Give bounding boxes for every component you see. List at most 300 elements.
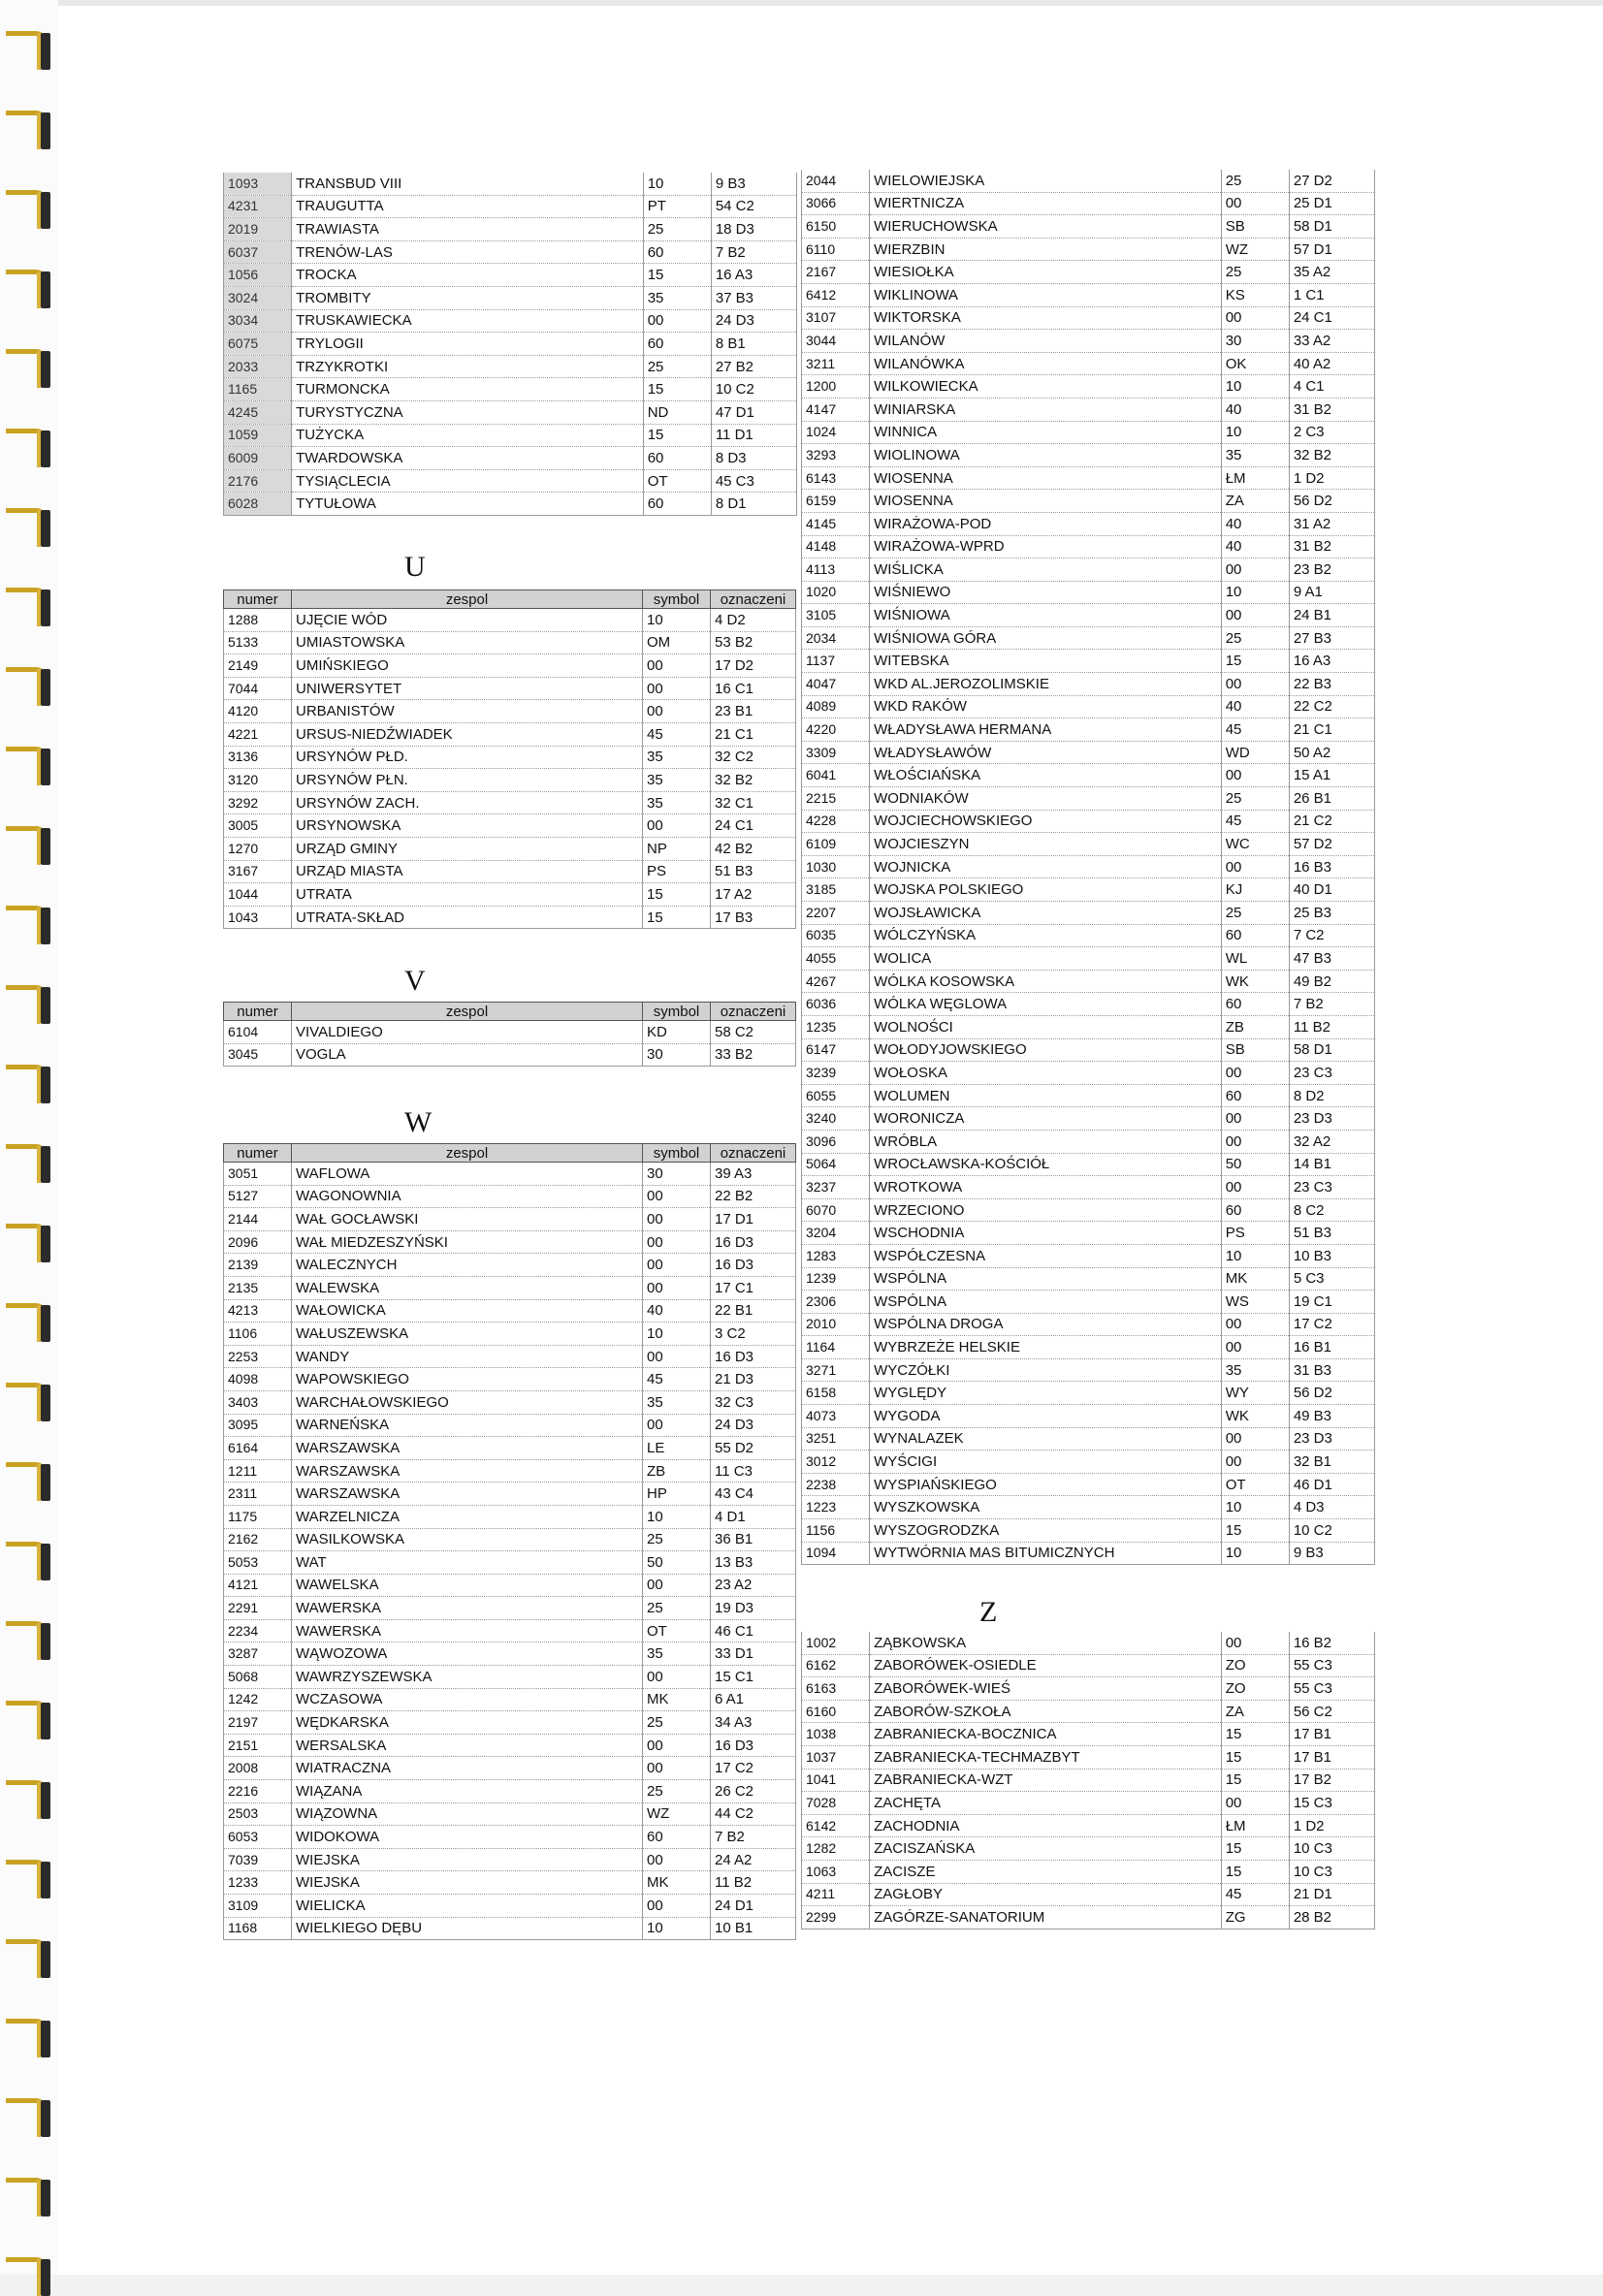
table-row	[224, 286, 797, 309]
symbol-cell: 45	[1221, 810, 1289, 833]
section-letter-w: W	[404, 1106, 433, 1138]
oznaczenie-cell: 23 B1	[711, 700, 796, 723]
table-row	[224, 1254, 796, 1277]
table-row	[224, 1802, 796, 1826]
numer-cell: 1164	[802, 1336, 870, 1359]
oznaczenie-cell: 28 B2	[1289, 1906, 1374, 1929]
numer-cell: 2135	[224, 1276, 292, 1299]
symbol-cell: 30	[643, 1043, 711, 1067]
zespol-cell: WOJCIESZYN	[870, 833, 1222, 856]
zespol-cell: WAŁOWICKA	[292, 1299, 643, 1323]
zespol-cell: ZACISZAŃSKA	[870, 1837, 1222, 1861]
zespol-cell: TURMONCKA	[292, 378, 644, 401]
symbol-cell: 10	[643, 1917, 711, 1940]
binding-ring	[6, 584, 50, 626]
binding-ring	[6, 822, 50, 865]
numer-cell: 5064	[802, 1153, 870, 1176]
symbol-cell: OK	[1221, 352, 1289, 375]
binding-ring	[6, 1935, 50, 1978]
zespol-cell: WOJNICKA	[870, 855, 1222, 878]
numer-cell: 2149	[224, 654, 292, 678]
numer-cell: 1063	[802, 1860, 870, 1883]
symbol-cell: WS	[1221, 1291, 1289, 1314]
oznaczenie-cell: 15 A1	[1289, 764, 1374, 787]
table-row	[802, 444, 1375, 467]
symbol-cell: 00	[643, 677, 711, 700]
symbol-cell: LE	[643, 1437, 711, 1460]
oznaczenie-cell: 46 C1	[711, 1619, 796, 1642]
zespol-cell: URZĄD GMINY	[292, 837, 643, 860]
zespol-cell: WIŚNIOWA	[870, 604, 1222, 627]
numer-cell: 1283	[802, 1244, 870, 1267]
table-row	[802, 1769, 1375, 1792]
numer-cell: 1165	[224, 378, 292, 401]
symbol-cell: 10	[1221, 1244, 1289, 1267]
oznaczenie-cell: 22 B1	[711, 1299, 796, 1323]
oznaczenie-cell: 32 C3	[711, 1390, 796, 1414]
zespol-cell: WÓLCZYŃSKA	[870, 924, 1222, 947]
symbol-cell: KD	[643, 1021, 711, 1044]
numer-cell: 1056	[224, 264, 292, 287]
symbol-cell: 25	[643, 218, 711, 241]
oznaczenie-cell: 58 D1	[1289, 215, 1374, 239]
table-row	[802, 1883, 1375, 1906]
oznaczenie-cell: 42 B2	[711, 837, 796, 860]
numer-cell: 1211	[224, 1459, 292, 1483]
symbol-cell: 60	[1221, 993, 1289, 1016]
zespol-cell: WILKOWIECKA	[870, 375, 1222, 399]
numer-cell: 3045	[224, 1043, 292, 1067]
zespol-cell: WAŁ MIEDZESZYŃSKI	[292, 1230, 643, 1254]
symbol-cell: 00	[643, 1230, 711, 1254]
symbol-cell: 00	[643, 1276, 711, 1299]
table-row	[224, 791, 796, 814]
zespol-cell: WYSZOGRODZKA	[870, 1519, 1222, 1543]
symbol-cell: ZO	[1221, 1654, 1289, 1677]
oznaczenie-cell: 31 B2	[1289, 398, 1374, 421]
zespol-cell: TUŻYCKA	[292, 424, 644, 447]
zespol-cell: WOJCIECHOWSKIEGO	[870, 810, 1222, 833]
table-row	[802, 398, 1375, 421]
numer-cell: 3251	[802, 1427, 870, 1451]
oznaczenie-cell: 21 D1	[1289, 1883, 1374, 1906]
oznaczenie-cell: 24 D3	[711, 309, 796, 333]
numer-cell: 2162	[224, 1528, 292, 1551]
oznaczenie-cell: 32 C1	[711, 791, 796, 814]
binding-ring	[6, 981, 50, 1024]
zespol-cell: WAWERSKA	[292, 1597, 643, 1620]
numer-cell: 4245	[224, 400, 292, 424]
table-row	[802, 170, 1375, 192]
table-row	[224, 883, 796, 907]
numer-cell: 3120	[224, 769, 292, 792]
numer-cell: 7039	[224, 1848, 292, 1871]
table-row	[224, 400, 797, 424]
oznaczenie-cell: 27 B2	[711, 355, 796, 378]
symbol-cell: 30	[1221, 330, 1289, 353]
symbol-cell: KJ	[1221, 878, 1289, 902]
symbol-cell: 60	[643, 333, 711, 356]
zespol-cell: WIŚNIOWA GÓRA	[870, 626, 1222, 650]
zespol-cell: ZABORÓWEK-OSIEDLE	[870, 1654, 1222, 1677]
table-row	[224, 631, 796, 654]
zespol-cell: WIŚLICKA	[870, 558, 1222, 582]
zespol-cell: WYŚCIGI	[870, 1451, 1222, 1474]
table-row	[224, 1437, 796, 1460]
table-row	[802, 1084, 1375, 1107]
symbol-cell: PT	[643, 195, 711, 218]
oznaczenie-cell: 16 A3	[711, 264, 796, 287]
oznaczenie-cell: 17 B1	[1289, 1723, 1374, 1746]
zespol-cell: WIRAŻOWA-POD	[870, 512, 1222, 535]
zespol-cell: WIŚNIEWO	[870, 581, 1222, 604]
zespol-cell: WITEBSKA	[870, 650, 1222, 673]
numer-cell: 6158	[802, 1382, 870, 1405]
table-row	[802, 490, 1375, 513]
oznaczenie-cell: 32 C2	[711, 746, 796, 769]
table-row	[224, 173, 797, 195]
table-row	[224, 218, 797, 241]
table-row	[802, 833, 1375, 856]
numer-cell: 4055	[802, 947, 870, 971]
symbol-cell: ZA	[1221, 490, 1289, 513]
oznaczenie-cell: 47 D1	[711, 400, 796, 424]
table-row	[802, 741, 1375, 764]
table-row	[224, 264, 797, 287]
table-row	[224, 654, 796, 678]
oznaczenie-cell: 7 B2	[711, 240, 796, 264]
numer-cell: 6037	[224, 240, 292, 264]
numer-cell: 2234	[224, 1619, 292, 1642]
table-row	[802, 1451, 1375, 1474]
numer-cell: 4089	[802, 695, 870, 718]
symbol-cell: ZG	[1221, 1906, 1289, 1929]
symbol-cell: WL	[1221, 947, 1289, 971]
symbol-cell: 00	[643, 654, 711, 678]
zespol-cell: WARNEŃSKA	[292, 1414, 643, 1437]
symbol-cell: 60	[1221, 1084, 1289, 1107]
zespol-cell: WOJSŁAWICKA	[870, 902, 1222, 925]
zespol-cell: WSPÓLNA	[870, 1267, 1222, 1291]
zespol-cell: WIERTNICZA	[870, 192, 1222, 215]
section-letter-v: V	[404, 965, 426, 997]
numer-cell: 6147	[802, 1038, 870, 1062]
column-header-zespol: zespol	[292, 590, 643, 609]
numer-cell: 1043	[224, 906, 292, 929]
binding-ring	[6, 186, 50, 229]
oznaczenie-cell: 10 B3	[1289, 1244, 1374, 1267]
table-row	[224, 378, 797, 401]
oznaczenie-cell: 13 B3	[711, 1551, 796, 1575]
table-row	[802, 1723, 1375, 1746]
symbol-cell: SB	[1221, 1038, 1289, 1062]
zespol-cell: WOŁOSKA	[870, 1062, 1222, 1085]
table-row	[224, 769, 796, 792]
table-letter-u	[223, 590, 796, 929]
oznaczenie-cell: 4 D2	[711, 609, 796, 632]
table-row	[224, 447, 797, 470]
table-header-row	[224, 1144, 796, 1163]
zespol-cell: WYCZÓŁKI	[870, 1358, 1222, 1382]
oznaczenie-cell: 31 B3	[1289, 1358, 1374, 1382]
oznaczenie-cell: 33 A2	[1289, 330, 1374, 353]
symbol-cell: 00	[643, 1574, 711, 1597]
oznaczenie-cell: 1 C1	[1289, 283, 1374, 306]
numer-cell: 2151	[224, 1734, 292, 1757]
table-row	[224, 1734, 796, 1757]
table-row	[224, 677, 796, 700]
oznaczenie-cell: 34 A3	[711, 1711, 796, 1735]
symbol-cell: 00	[643, 1208, 711, 1231]
symbol-cell: 35	[1221, 444, 1289, 467]
section-letter-z: Z	[979, 1596, 998, 1628]
numer-cell: 2044	[802, 170, 870, 192]
numer-cell: 1288	[224, 609, 292, 632]
numer-cell: 2167	[802, 261, 870, 284]
oznaczenie-cell: 10 C3	[1289, 1860, 1374, 1883]
numer-cell: 2008	[224, 1757, 292, 1780]
numer-cell: 3024	[224, 286, 292, 309]
table-row	[224, 493, 797, 516]
table-row	[802, 810, 1375, 833]
symbol-cell: 40	[1221, 695, 1289, 718]
symbol-cell: 25	[643, 1711, 711, 1735]
zespol-cell: WÓLKA KOSOWSKA	[870, 970, 1222, 993]
numer-cell: 6110	[802, 238, 870, 261]
table-row	[802, 1654, 1375, 1677]
table-row	[802, 1700, 1375, 1723]
oznaczenie-cell: 47 B3	[1289, 947, 1374, 971]
zespol-cell: ZĄBKOWSKA	[870, 1632, 1222, 1654]
symbol-cell: 00	[643, 700, 711, 723]
table-row	[224, 1528, 796, 1551]
oznaczenie-cell: 23 D3	[1289, 1427, 1374, 1451]
numer-cell: 4145	[802, 512, 870, 535]
table-row	[224, 1483, 796, 1506]
numer-cell: 2033	[224, 355, 292, 378]
table-row	[224, 333, 797, 356]
zespol-cell: UTRATA-SKŁAD	[292, 906, 643, 929]
symbol-cell: 15	[643, 264, 711, 287]
column-header-oznaczenie: oznaczeni	[711, 590, 796, 609]
oznaczenie-cell: 8 B1	[711, 333, 796, 356]
numer-cell: 1239	[802, 1267, 870, 1291]
table-row	[802, 718, 1375, 742]
table-row	[802, 512, 1375, 535]
oznaczenie-cell: 8 C2	[1289, 1198, 1374, 1222]
zespol-cell: WIDOKOWA	[292, 1826, 643, 1849]
column-header-symbol: symbol	[643, 1144, 711, 1163]
oznaczenie-cell: 19 C1	[1289, 1291, 1374, 1314]
table-letter-w-right	[801, 170, 1375, 1565]
numer-cell: 6035	[802, 924, 870, 947]
symbol-cell: 00	[1221, 1062, 1289, 1085]
oznaczenie-cell: 16 B1	[1289, 1336, 1374, 1359]
zespol-cell: ZABORÓWEK-WIEŚ	[870, 1677, 1222, 1701]
symbol-cell: 15	[1221, 650, 1289, 673]
table-row	[802, 1745, 1375, 1769]
table-row	[802, 261, 1375, 284]
table-row	[224, 1871, 796, 1895]
table-row	[802, 1244, 1375, 1267]
table-row	[802, 1814, 1375, 1837]
numer-cell: 4148	[802, 535, 870, 558]
table-row	[802, 1062, 1375, 1085]
symbol-cell: MK	[643, 1688, 711, 1711]
table-row	[802, 1313, 1375, 1336]
oznaczenie-cell: 50 A2	[1289, 741, 1374, 764]
zespol-cell: UTRATA	[292, 883, 643, 907]
table-row	[224, 1505, 796, 1528]
symbol-cell: 25	[1221, 261, 1289, 284]
numer-cell: 1200	[802, 375, 870, 399]
zespol-cell: WIELKIEGO DĘBU	[292, 1917, 643, 1940]
symbol-cell: WZ	[1221, 238, 1289, 261]
zespol-cell: WIEJSKA	[292, 1848, 643, 1871]
zespol-cell: UMIŃSKIEGO	[292, 654, 643, 678]
symbol-cell: 00	[643, 1734, 711, 1757]
zespol-cell: WORONICZA	[870, 1107, 1222, 1131]
zespol-cell: UJĘCIE WÓD	[292, 609, 643, 632]
symbol-cell: 00	[643, 1185, 711, 1208]
table-row	[802, 1291, 1375, 1314]
symbol-cell: 15	[1221, 1860, 1289, 1883]
table-row	[224, 1043, 796, 1067]
zespol-cell: ZABORÓW-SZKOŁA	[870, 1700, 1222, 1723]
zespol-cell: WOŁODYJOWSKIEGO	[870, 1038, 1222, 1062]
symbol-cell: 50	[1221, 1153, 1289, 1176]
page-top-edge	[39, 0, 1603, 6]
table-row	[224, 1208, 796, 1231]
zespol-cell: WIOSENNA	[870, 466, 1222, 490]
table-row	[802, 1792, 1375, 1815]
zespol-cell: WSPÓŁCZESNA	[870, 1244, 1222, 1267]
symbol-cell: 10	[1221, 581, 1289, 604]
zespol-cell: WOLUMEN	[870, 1084, 1222, 1107]
symbol-cell: 10	[1221, 375, 1289, 399]
symbol-cell: 40	[643, 1299, 711, 1323]
oznaczenie-cell: 16 B3	[1289, 855, 1374, 878]
numer-cell: 2311	[224, 1483, 292, 1506]
table-row	[224, 1021, 796, 1044]
table-row	[802, 1336, 1375, 1359]
numer-cell: 6164	[224, 1437, 292, 1460]
binding-ring	[6, 743, 50, 785]
table-row	[224, 1642, 796, 1666]
table-row	[224, 1597, 796, 1620]
oznaczenie-cell: 25 D1	[1289, 192, 1374, 215]
table-row	[802, 650, 1375, 673]
binding-ring	[6, 1379, 50, 1421]
numer-cell: 5068	[224, 1666, 292, 1689]
numer-cell: 2139	[224, 1254, 292, 1277]
table-row	[224, 814, 796, 838]
oznaczenie-cell: 17 C2	[1289, 1313, 1374, 1336]
zespol-cell: WALECZNYCH	[292, 1254, 643, 1277]
numer-cell: 4228	[802, 810, 870, 833]
symbol-cell: 60	[1221, 1198, 1289, 1222]
symbol-cell: 10	[1221, 1542, 1289, 1565]
oznaczenie-cell: 17 B2	[1289, 1769, 1374, 1792]
symbol-cell: 00	[1221, 1792, 1289, 1815]
table-row	[802, 1632, 1375, 1654]
table-row	[802, 1198, 1375, 1222]
symbol-cell: 35	[643, 286, 711, 309]
zespol-cell: TYSIĄCLECIA	[292, 469, 644, 493]
binding-ring	[6, 504, 50, 547]
numer-cell: 7028	[802, 1792, 870, 1815]
table-row	[802, 306, 1375, 330]
table-row	[224, 906, 796, 929]
zespol-cell: WIATRACZNA	[292, 1757, 643, 1780]
oznaczenie-cell: 14 B1	[1289, 1153, 1374, 1176]
symbol-cell: 25	[643, 355, 711, 378]
numer-cell: 6028	[224, 493, 292, 516]
zespol-cell: WIERZBIN	[870, 238, 1222, 261]
table-header-row	[224, 590, 796, 609]
binding-ring	[6, 107, 50, 149]
oznaczenie-cell: 17 D1	[711, 1208, 796, 1231]
zespol-cell: WIĄZOWNA	[292, 1802, 643, 1826]
table-row	[224, 1414, 796, 1437]
symbol-cell: 00	[643, 1254, 711, 1277]
oznaczenie-cell: 57 D2	[1289, 833, 1374, 856]
numer-cell: 3204	[802, 1222, 870, 1245]
symbol-cell: 35	[643, 791, 711, 814]
oznaczenie-cell: 49 B3	[1289, 1405, 1374, 1428]
table-row	[802, 878, 1375, 902]
table-row	[224, 1619, 796, 1642]
symbol-cell: 15	[1221, 1837, 1289, 1861]
zespol-cell: WYSZKOWSKA	[870, 1496, 1222, 1519]
numer-cell: 1038	[802, 1723, 870, 1746]
oznaczenie-cell: 24 C1	[711, 814, 796, 838]
numer-cell: 3239	[802, 1062, 870, 1085]
oznaczenie-cell: 32 B2	[711, 769, 796, 792]
binding-ring	[6, 2174, 50, 2216]
zespol-cell: WOLICA	[870, 947, 1222, 971]
table-row	[224, 1688, 796, 1711]
oznaczenie-cell: 4 C1	[1289, 375, 1374, 399]
symbol-cell: 00	[1221, 1313, 1289, 1336]
oznaczenie-cell: 31 A2	[1289, 512, 1374, 535]
zespol-cell: WKD RAKÓW	[870, 695, 1222, 718]
oznaczenie-cell: 10 C3	[1289, 1837, 1374, 1861]
symbol-cell: OT	[1221, 1473, 1289, 1496]
symbol-cell: ZO	[1221, 1677, 1289, 1701]
zespol-cell: URBANISTÓW	[292, 700, 643, 723]
oznaczenie-cell: 7 C2	[1289, 924, 1374, 947]
numer-cell: 3051	[224, 1163, 292, 1186]
oznaczenie-cell: 17 B1	[1289, 1745, 1374, 1769]
symbol-cell: PS	[1221, 1222, 1289, 1245]
symbol-cell: 60	[643, 447, 711, 470]
oznaczenie-cell: 45 C3	[711, 469, 796, 493]
oznaczenie-cell: 23 D3	[1289, 1107, 1374, 1131]
zespol-cell: TWARDOWSKA	[292, 447, 644, 470]
zespol-cell: WYBRZEŻE HELSKIE	[870, 1336, 1222, 1359]
oznaczenie-cell: 4 D1	[711, 1505, 796, 1528]
oznaczenie-cell: 17 A2	[711, 883, 796, 907]
zespol-cell: WIKTORSKA	[870, 306, 1222, 330]
oznaczenie-cell: 40 D1	[1289, 878, 1374, 902]
numer-cell: 4120	[224, 700, 292, 723]
symbol-cell: 50	[643, 1551, 711, 1575]
zespol-cell: WSPÓLNA	[870, 1291, 1222, 1314]
oznaczenie-cell: 32 B1	[1289, 1451, 1374, 1474]
symbol-cell: 25	[1221, 902, 1289, 925]
oznaczenie-cell: 54 C2	[711, 195, 796, 218]
